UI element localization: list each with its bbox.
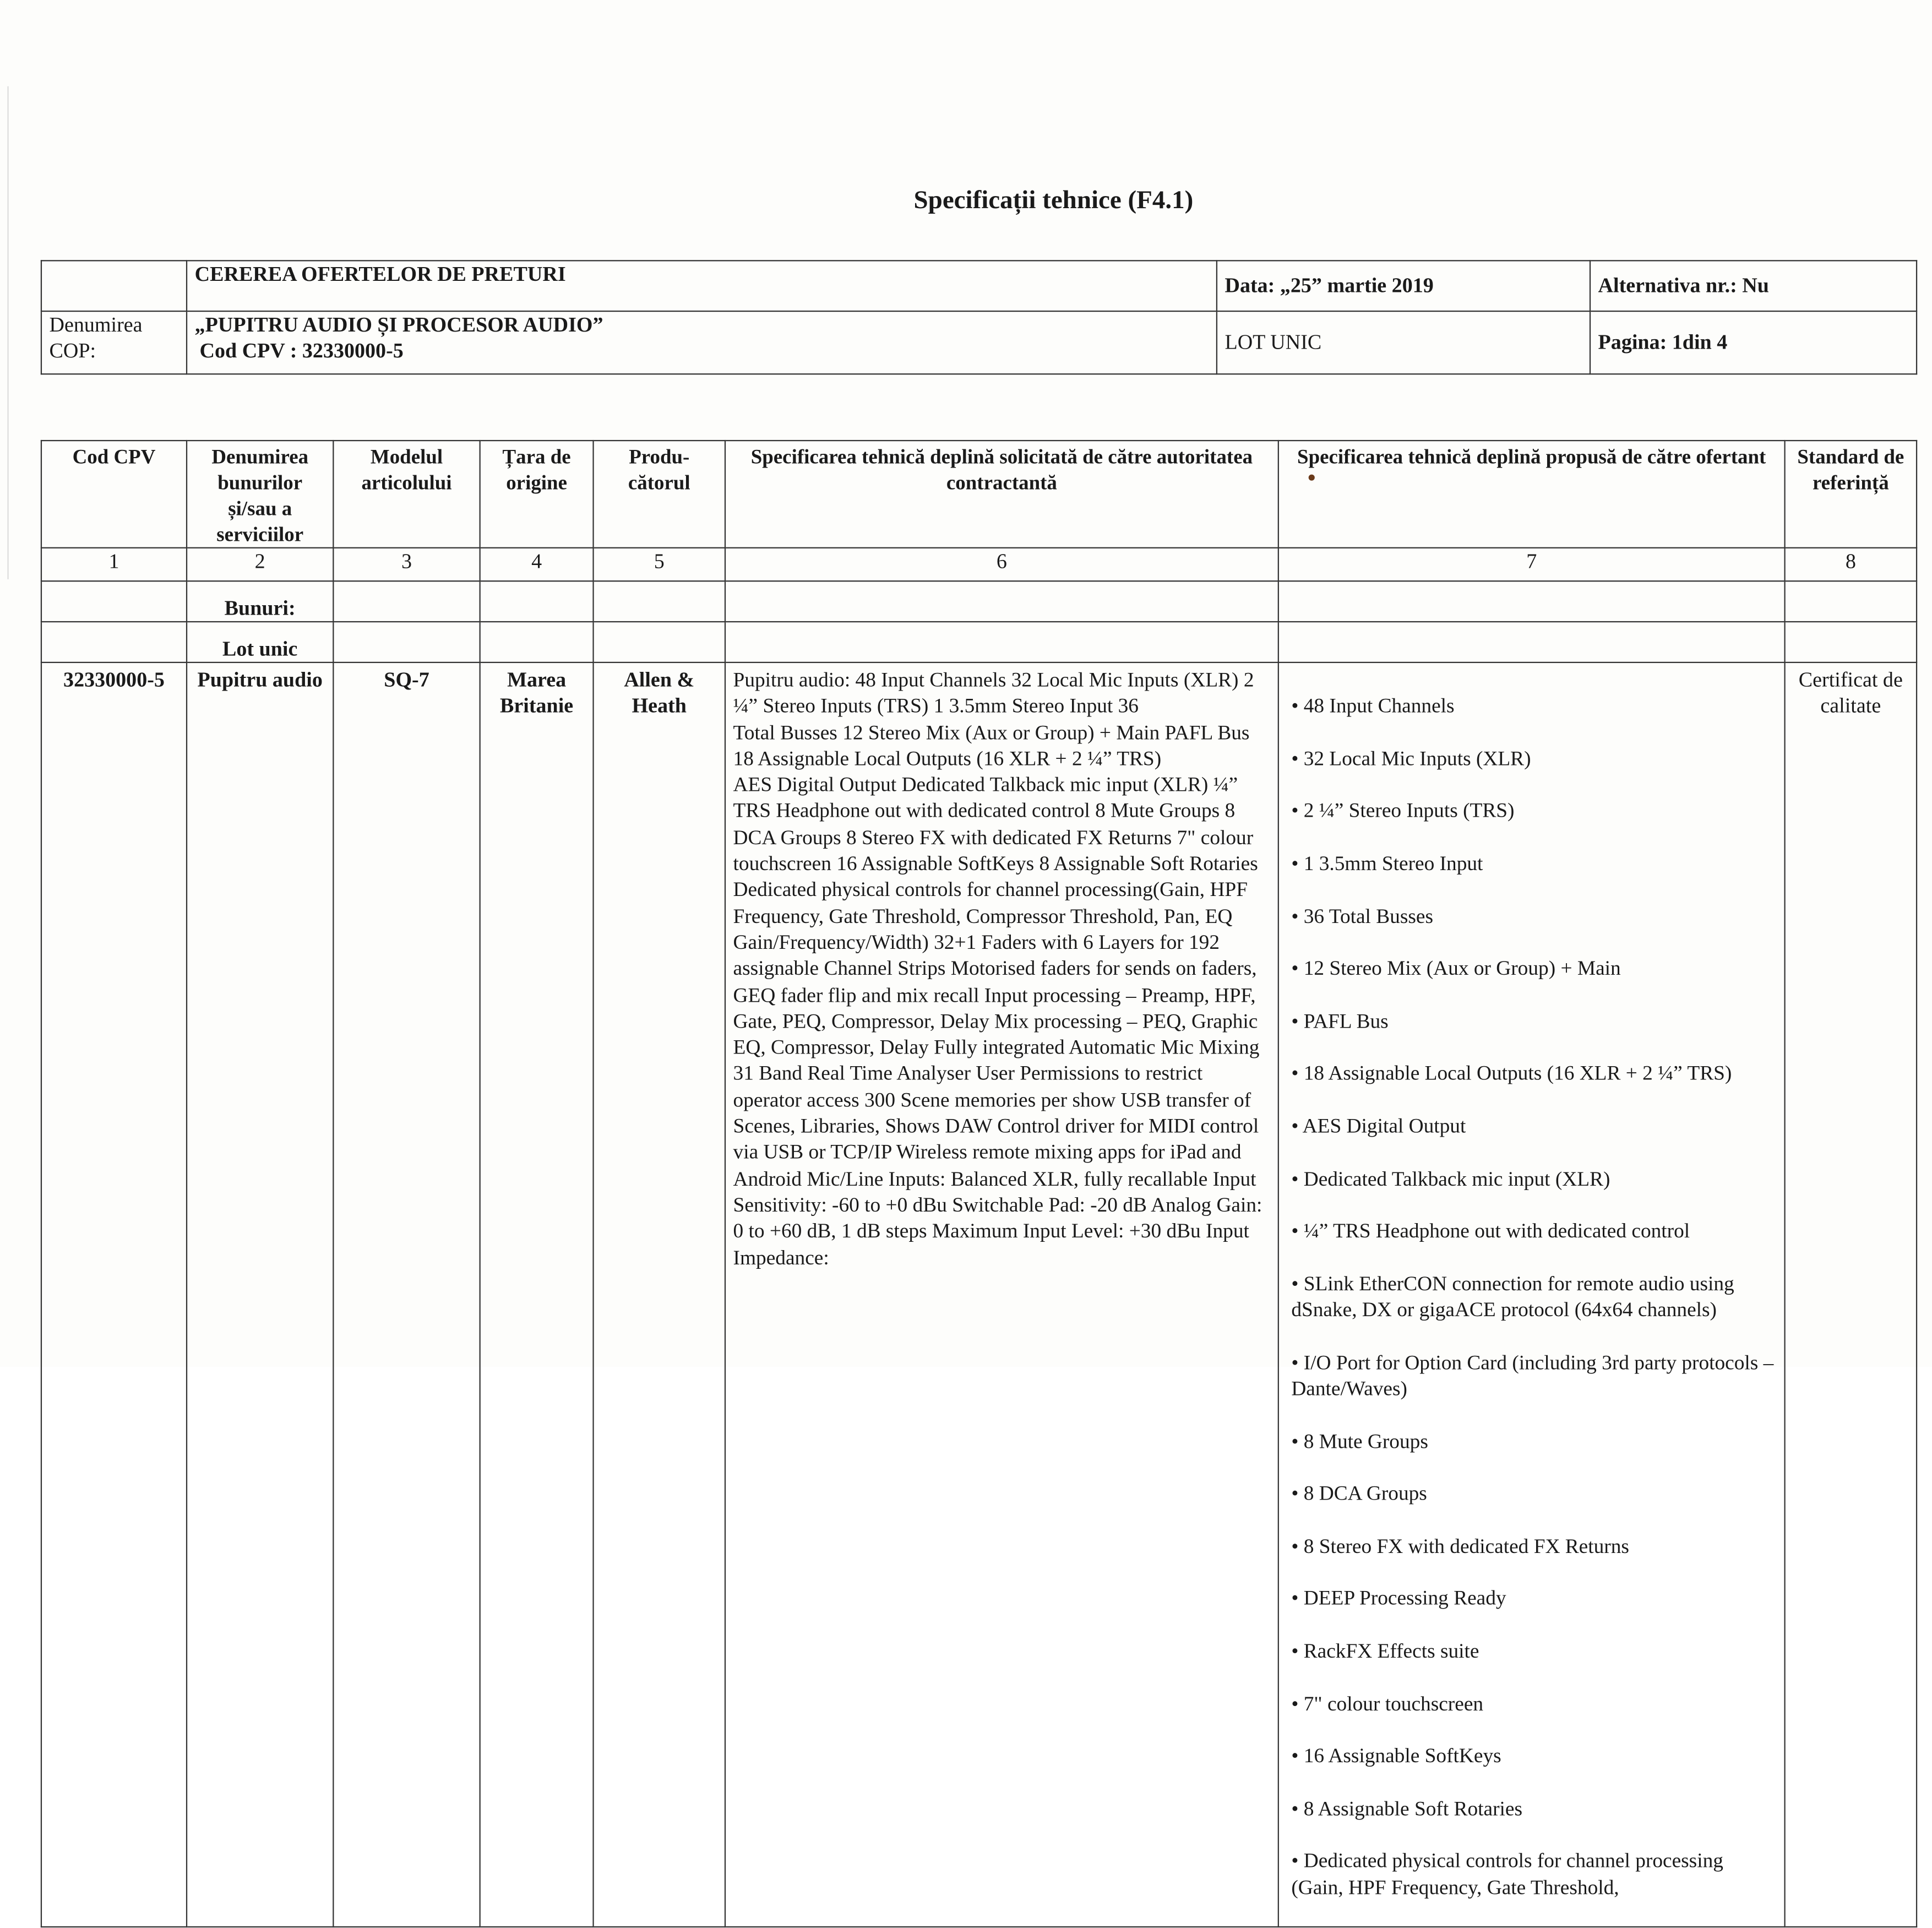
column-header: Standard de referință [1785, 441, 1917, 548]
table-header-row [41, 441, 1917, 548]
section-lot: Lot unic [187, 622, 333, 662]
country-cell: Marea Britanie [480, 662, 594, 1927]
column-number: 8 [1785, 548, 1917, 581]
cop-name: „PUPITRU AUDIO ȘI PROCESOR AUDIO” [194, 313, 603, 336]
column-number: 3 [333, 548, 480, 581]
column-header: Specificarea tehnică deplină solicitată de către autoritatea contractantă [725, 441, 1278, 548]
request-type: CEREREA OFERTELOR DE PRETURI [187, 260, 1217, 311]
proposed-spec-item: • 8 Mute Groups [1291, 1429, 1428, 1453]
column-number: 7 [1278, 548, 1785, 581]
goods-name-cell: Pupitru audio [187, 662, 333, 1927]
column-header: Denumirea bunurilor și/sau a serviciilor [187, 441, 333, 548]
cop-name-cell [187, 311, 1217, 374]
header-table [41, 260, 1917, 374]
column-header: Modelul articolului [333, 441, 480, 548]
column-number: 5 [594, 548, 725, 581]
proposed-spec-item: • 48 Input Channels [1291, 694, 1455, 718]
column-header: Produ-cătorul [594, 441, 725, 548]
column-number-row [41, 548, 1917, 581]
cpv-code: Cod CPV : 32330000-5 [199, 339, 404, 363]
proposed-spec-item: • PAFL Bus [1291, 1009, 1389, 1033]
proposed-spec-item: • 8 Assignable Soft Rotaries [1291, 1796, 1523, 1820]
proposed-spec-item: • DEEP Processing Ready [1291, 1587, 1506, 1610]
proposed-spec-item: • AES Digital Output [1291, 1114, 1466, 1138]
proposed-spec-item: • SLink EtherCON connection for remote audio using dSnake, DX or gigaACE protocol (64x64 channels) [1291, 1272, 1734, 1322]
proposed-spec-item: • 12 Stereo Mix (Aux or Group) + Main [1291, 957, 1621, 980]
proposed-spec-item: • 18 Assignable Local Outputs (16 XLR + 2 ¼” TRS) [1291, 1061, 1732, 1085]
model-cell: SQ-7 [333, 662, 480, 1927]
column-number: 6 [725, 548, 1278, 581]
specifications-table [41, 440, 1917, 1928]
scan-margin-line [7, 86, 8, 579]
page-number: Pagina: 1din 4 [1590, 311, 1917, 374]
proposed-spec-item: • 16 Assignable SoftKeys [1291, 1744, 1501, 1768]
proposed-spec-item: • 1 3.5mm Stereo Input [1291, 851, 1483, 876]
proposed-spec-item: • I/O Port for Option Card (including 3rd party protocols – Dante/Waves) [1291, 1350, 1774, 1400]
proposed-spec-item: • 7" colour touchscreen [1291, 1691, 1484, 1715]
column-header: Țara de origine [480, 441, 594, 548]
page-title: Specificații tehnice (F4.1) [913, 184, 1194, 215]
cpv-cell: 32330000-5 [41, 662, 187, 1927]
column-header: Specificarea tehnică deplină propusă de către ofertant [1278, 441, 1785, 548]
alternative: Alternativa nr.: Nu [1590, 260, 1917, 311]
proposed-spec-item: • 8 Stereo FX with dedicated FX Returns [1291, 1534, 1629, 1558]
proposed-spec-cell [1278, 662, 1785, 1927]
producer-cell: Allen & Heath [594, 662, 725, 1927]
column-number: 1 [41, 548, 187, 581]
cop-label: Denumirea COP: [41, 311, 187, 374]
proposed-spec-item: • 2 ¼” Stereo Inputs (TRS) [1291, 799, 1515, 823]
column-header: Cod CPV [41, 441, 187, 548]
section-row-lot [41, 622, 1917, 662]
section-row-goods [41, 581, 1917, 622]
proposed-spec-item: • Dedicated Talkback mic input (XLR) [1291, 1166, 1610, 1191]
section-goods: Bunuri: [187, 581, 333, 622]
proposed-spec-item: • RackFX Effects suite [1291, 1639, 1479, 1663]
proposed-spec-item: • ¼” TRS Headphone out with dedicated control [1291, 1219, 1690, 1243]
standard-cell: Certificat de calitate [1785, 662, 1917, 1927]
table-row [41, 662, 1917, 1927]
proposed-spec-item: • 32 Local Mic Inputs (XLR) [1291, 746, 1531, 770]
proposed-spec-item: • 8 DCA Groups [1291, 1481, 1427, 1505]
required-spec-cell: Pupitru audio: 48 Input Channels 32 Local Mic Inputs (XLR) 2 ¼” Stereo Inputs (TRS) 1 3.5mm Stereo Input 36 Total Busses 12 Stereo Mix (Aux or Group) + Main PAFL Bus 18 Assignable Local Outputs (16 XLR + 2 ¼” TRS) AES Digital Output Dedicated Talkback mic input (XLR) ¼” TRS Headphone out with dedicated control 8 Mute Groups 8 DCA Groups 8 Stereo FX with dedicated FX Returns 7" colour touchscreen 16 Assignable SoftKeys 8 Assignable Soft Rotaries Dedicated physical controls for channel processing(Gain, HPF Frequency, Gate Threshold, Compressor Threshold, Pan, EQ Gain/Frequency/Width) 32+1 Faders with 6 Layers for 192 assignable Channel Strips Motorised faders for sends on faders, GEQ fader flip and mix recall Input processing – Preamp, HPF, Gate, PEQ, Compressor, Delay Mix processing – PEQ, Graphic EQ, Compressor, Delay Fully integrated Automatic Mic Mixing 31 Band Real Time Analyser User Permissions to restrict operator access 300 Scene memories per show USB transfer of Scenes, Libraries, Shows DAW Control driver for MIDI control via USB or TCP/IP Wireless remote mixing apps for iPad and Android Mic/Line Inputs: Balanced XLR, fully recallable Input Sensitivity: -60 to +0 dBu Switchable Pad: -20 dB Analog Gain: 0 to +60 dB, 1 dB steps Maximum Input Level: +30 dBu Input Impedance: [725, 662, 1278, 1927]
proposed-spec-item: • 36 Total Busses [1291, 904, 1434, 928]
date: Data: „25” martie 2019 [1217, 260, 1590, 311]
column-number: 2 [187, 548, 333, 581]
lot: LOT UNIC [1217, 311, 1590, 374]
column-number: 4 [480, 548, 594, 581]
proposed-spec-item: • Dedicated physical controls for channel processing (Gain, HPF Frequency, Gate Threshold, [1291, 1849, 1723, 1899]
ink-spot [1309, 475, 1315, 481]
